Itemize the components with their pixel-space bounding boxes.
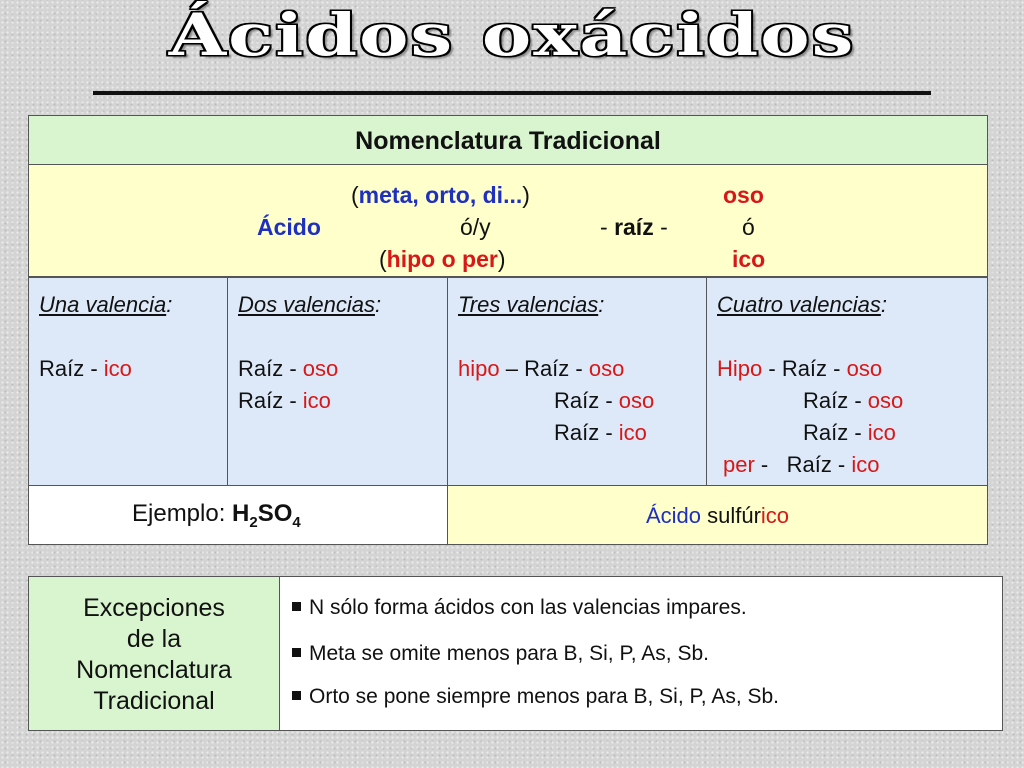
valence-line: Hipo - Raíz - oso: [717, 356, 883, 381]
prefixes-top: meta, orto, di...: [358, 182, 523, 208]
bullet-square-icon: [292, 648, 301, 657]
valence-line: Raíz - ico: [803, 420, 896, 445]
dash-left: -: [600, 214, 615, 240]
exceptions-label-line: Tradicional: [93, 687, 215, 715]
table-header: Nomenclatura Tradicional: [28, 115, 988, 165]
acid-word: Ácido: [257, 214, 321, 240]
example-label: Ejemplo:: [132, 500, 233, 527]
example-formula: [132, 500, 301, 531]
suffix-or: ó: [742, 214, 755, 240]
bullet-square-icon: [292, 602, 301, 611]
valence-line: Raíz - ico: [238, 388, 331, 413]
exceptions-label-line: Excepciones: [83, 594, 225, 622]
exceptions-label: [28, 576, 280, 731]
valence-line: Raíz - oso: [803, 388, 904, 413]
valence-line: Raíz - ico: [39, 356, 132, 381]
paren-close-2: ): [497, 246, 506, 272]
exceptions-list: [279, 576, 1003, 731]
formula-so: SO: [257, 500, 293, 527]
or-and: ó/y: [460, 214, 491, 240]
example-name-cell: [447, 485, 988, 545]
example-root: sulfúr: [701, 503, 761, 528]
formula-h: H: [232, 500, 250, 527]
column-una-valencia: [28, 277, 228, 486]
column-heading: Una valencia:: [39, 292, 173, 317]
exception-item: Orto se pone siempre menos para B, Si, P, As, Sb.: [292, 685, 779, 709]
formula-prefixes-top: [351, 181, 530, 209]
page-title: Ácidos oxácidos: [168, 2, 856, 70]
example-acid: Ácido: [645, 503, 701, 528]
formula-row: [28, 164, 988, 277]
column-dos-valencias: [227, 277, 448, 486]
paren-open: (: [351, 182, 359, 208]
dash-right: -: [653, 214, 668, 240]
column-tres-valencias: [447, 277, 707, 486]
root-word: raíz: [614, 214, 654, 240]
paren-open-2: (: [379, 246, 387, 272]
formula-prefixes-bottom: [379, 245, 506, 273]
valence-line: Raíz - oso: [238, 356, 339, 381]
suffix-oso: oso: [723, 182, 764, 208]
valence-line: Raíz - oso: [554, 388, 655, 413]
valence-line: Raíz - ico: [554, 420, 647, 445]
exception-item: N sólo forma ácidos con las valencias impares.: [292, 596, 747, 620]
column-cuatro-valencias: [706, 277, 988, 486]
formula-root: [600, 213, 668, 241]
valence-line: per - Raíz - ico: [723, 452, 880, 477]
example-suffix: ico: [760, 503, 790, 528]
column-heading: Tres valencias:: [458, 292, 605, 317]
column-heading: Cuatro valencias:: [717, 292, 887, 317]
example-formula-cell: [28, 485, 448, 545]
valence-line: hipo – Raíz - oso: [458, 356, 625, 381]
exceptions-label-line: Nomenclatura: [76, 656, 232, 684]
bullet-square-icon: [292, 691, 301, 700]
column-heading: Dos valencias:: [238, 292, 382, 317]
subscript-4: 4: [292, 513, 301, 531]
subscript-2: 2: [249, 513, 258, 531]
prefixes-bottom: hipo o per: [386, 246, 498, 272]
suffix-ico: ico: [732, 246, 766, 272]
exceptions-label-line: de la: [126, 625, 182, 653]
exception-item: Meta se omite menos para B, Si, P, As, Sb.: [292, 642, 709, 666]
paren-close: ): [522, 182, 530, 208]
title-underline: [93, 91, 931, 95]
